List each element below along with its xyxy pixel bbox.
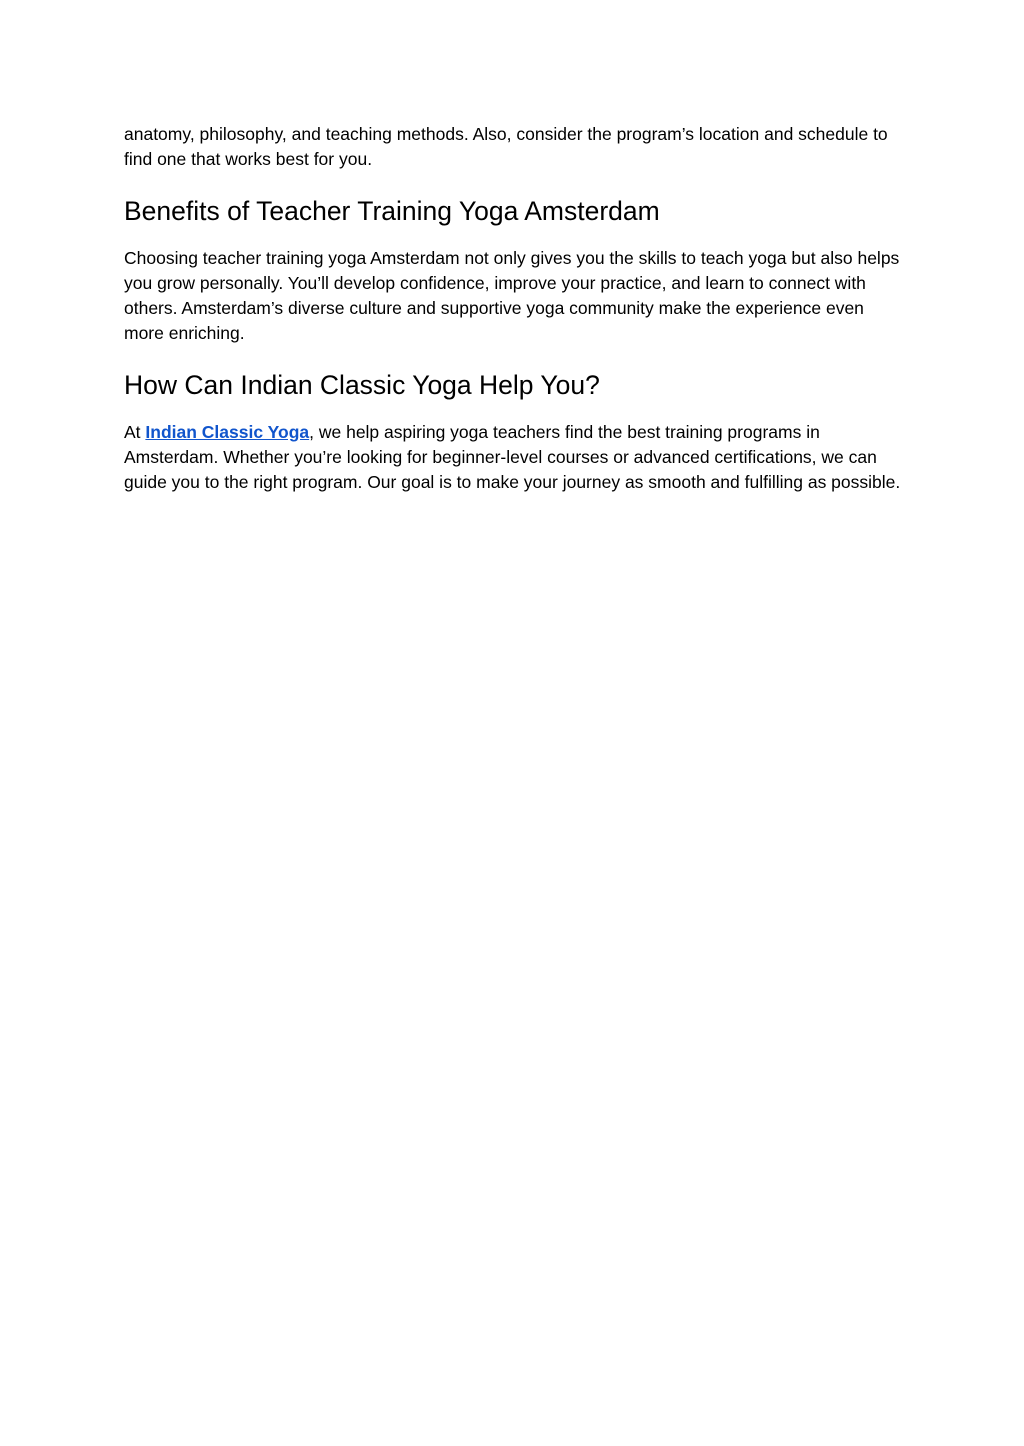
help-paragraph-prefix: At	[124, 422, 146, 442]
help-paragraph	[124, 420, 904, 495]
help-paragraph-suffix: , we help aspiring yoga teachers find the best training programs in Amsterdam. Whether you’re looking for beginner-level courses or advanced certifications, we can guide you to the right program. Our goal is to make your journey as smooth and fulfilling as possible.	[124, 422, 901, 492]
intro-paragraph: anatomy, philosophy, and teaching methods. Also, consider the program’s location and schedule to find one that works best for you.	[124, 124, 888, 169]
document-page	[124, 122, 904, 495]
indian-classic-yoga-link[interactable]: Indian Classic Yoga	[145, 422, 310, 442]
section-heading-benefits: Benefits of Teacher Training Yoga Amsterdam	[124, 196, 660, 226]
section-heading-help: How Can Indian Classic Yoga Help You?	[124, 370, 600, 400]
benefits-paragraph: Choosing teacher training yoga Amsterdam not only gives you the skills to teach yoga but also helps you grow personally. You’ll develop confidence, improve your practice, and learn to connect with others. Amsterdam’s diverse culture and supportive yoga community make the experience even more enriching.	[124, 248, 900, 343]
